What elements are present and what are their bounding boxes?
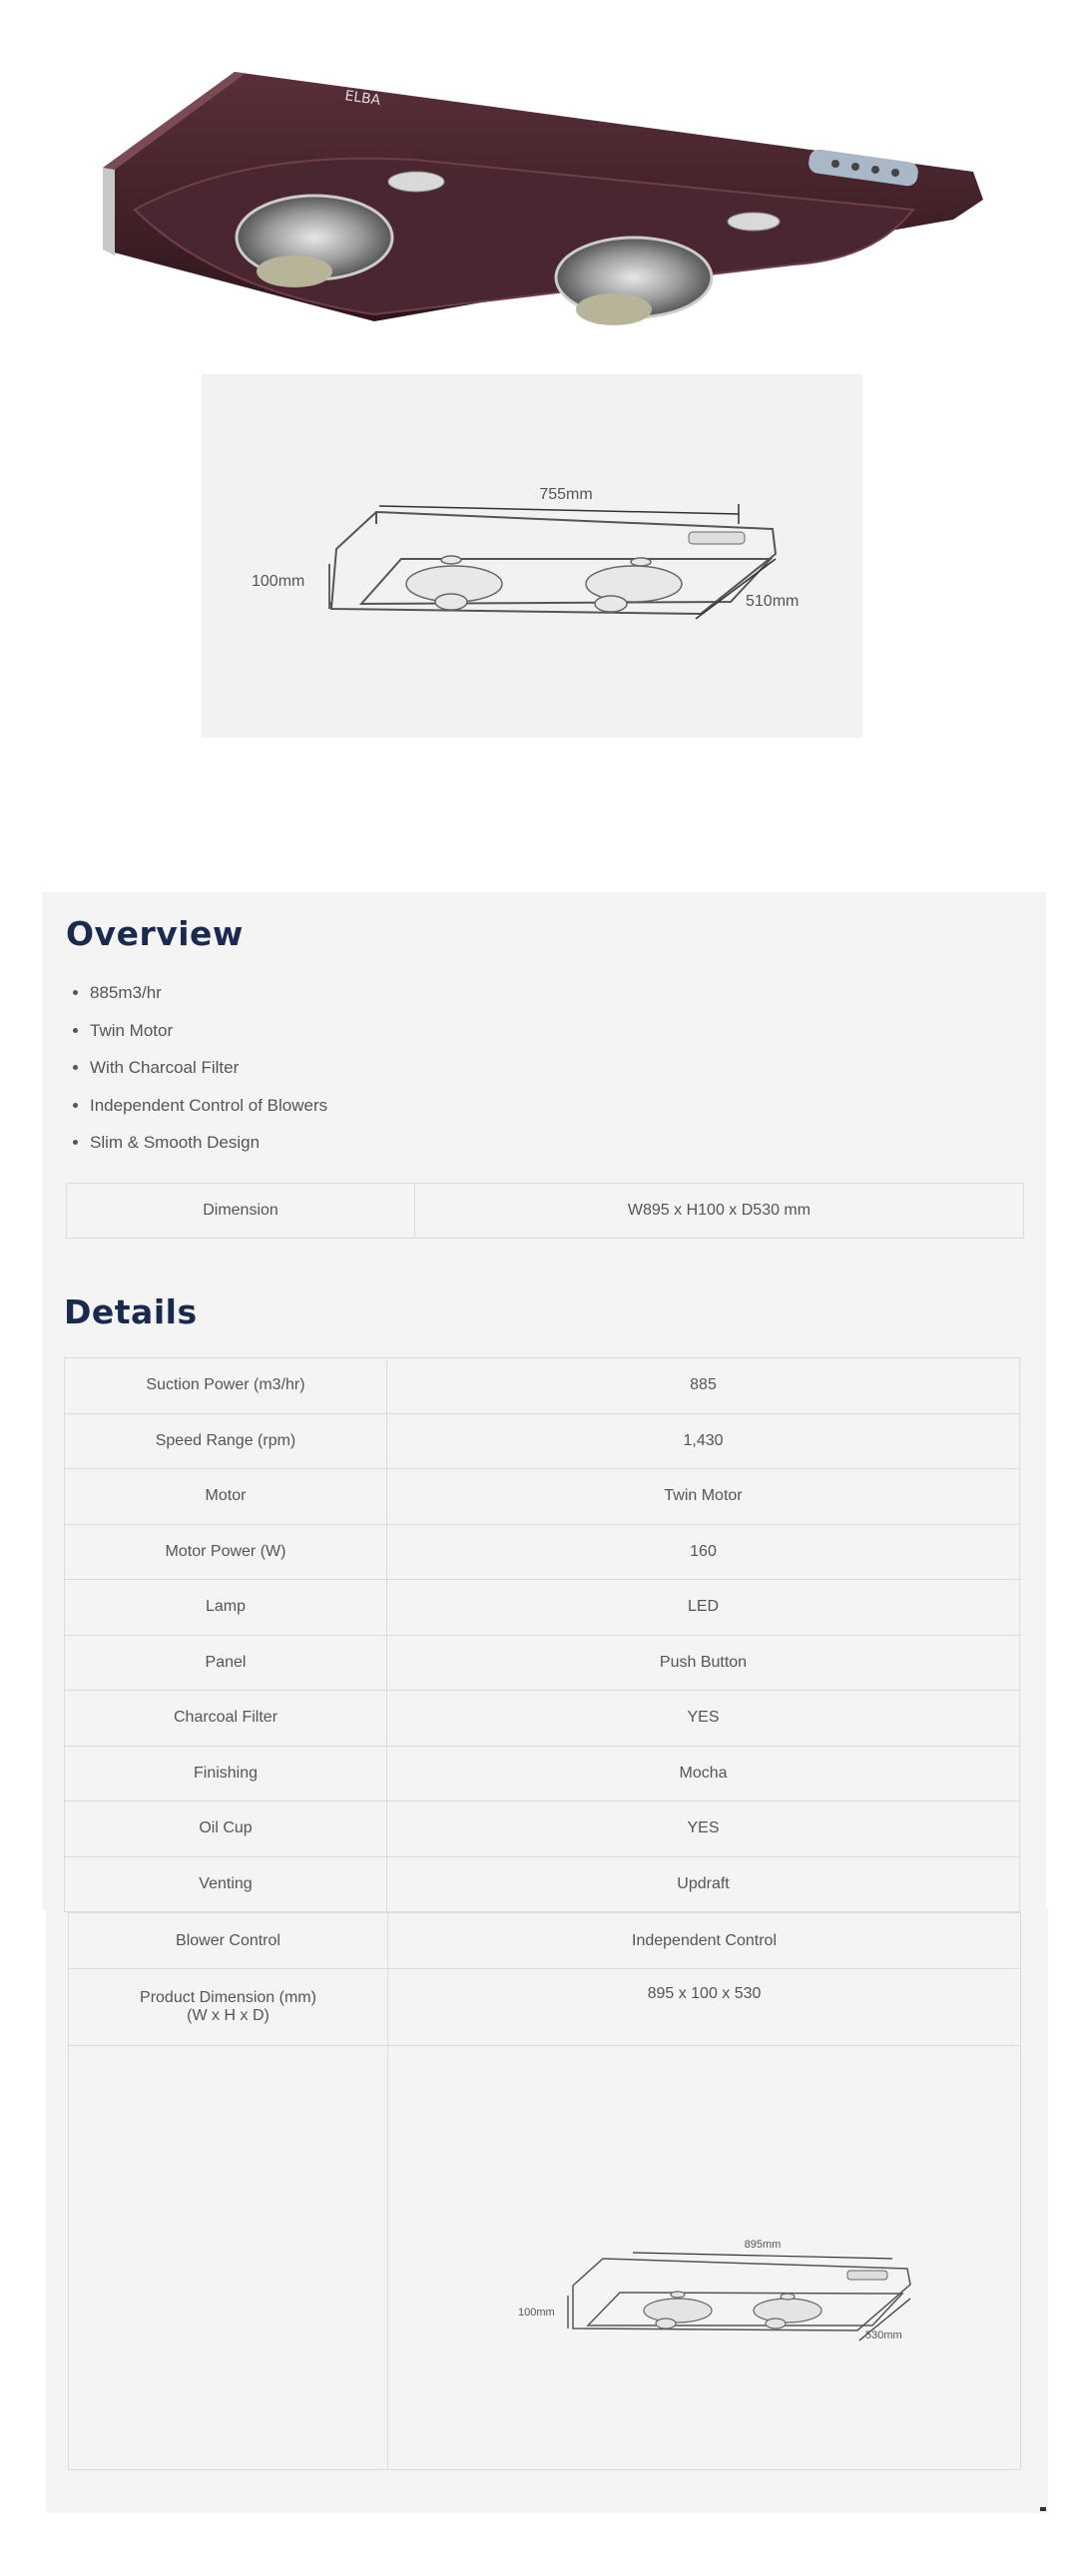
product-dimension-label-line2: (W x H x D) xyxy=(187,2007,270,2024)
dimension-diagram-bottom xyxy=(388,2046,1021,2470)
depth-dimension-label: 510mm xyxy=(746,593,800,610)
dimension-value: W895 x H100 x D530 mm xyxy=(415,1184,1024,1239)
spec-label: Venting xyxy=(65,1856,387,1912)
bottom-depth-dimension-label: 530mm xyxy=(865,2329,902,2341)
spec-label: Oil Cup xyxy=(65,1802,387,1857)
spec-label: Lamp xyxy=(65,1580,387,1636)
spec-label: Motor xyxy=(65,1469,387,1525)
table-row xyxy=(65,1856,1020,1912)
spec-value: 885 xyxy=(387,1358,1020,1414)
feature-item: • Independent Control of Blowers xyxy=(90,1087,327,1125)
width-dimension-label: 755mm xyxy=(539,486,593,503)
corner-mark xyxy=(1040,2507,1046,2511)
feature-item: • Twin Motor xyxy=(90,1012,327,1050)
spec-value: 160 xyxy=(387,1524,1020,1580)
table-row xyxy=(65,1524,1020,1580)
spec-label: Charcoal Filter xyxy=(65,1691,387,1747)
spec-value: Updraft xyxy=(387,1856,1020,1912)
feature-item: • With Charcoal Filter xyxy=(90,1049,327,1087)
table-row xyxy=(65,1358,1020,1414)
spec-value: Mocha xyxy=(387,1746,1020,1802)
details-table xyxy=(64,1357,1020,1912)
spec-value: Push Button xyxy=(387,1635,1020,1691)
bottom-width-dimension-label: 895mm xyxy=(744,2239,782,2251)
table-row xyxy=(69,1969,1021,2046)
feature-item: • 885m3/hr xyxy=(90,974,327,1012)
spec-label: Speed Range (rpm) xyxy=(65,1413,387,1469)
feature-list xyxy=(66,974,327,1162)
details-table-continued xyxy=(68,1912,1021,2470)
table-row xyxy=(65,1746,1020,1802)
spec-value: LED xyxy=(387,1580,1020,1636)
bottom-height-dimension-label: 100mm xyxy=(518,2307,555,2318)
table-row xyxy=(65,1691,1020,1747)
spec-label-empty xyxy=(69,2046,388,2470)
spec-label: Blower Control xyxy=(69,1913,388,1969)
product-photo xyxy=(95,60,993,344)
spec-value: 895 x 100 x 530 xyxy=(388,1969,1021,2046)
dimension-table xyxy=(66,1183,1024,1239)
table-row xyxy=(69,2046,1021,2470)
spec-value: Twin Motor xyxy=(387,1469,1020,1525)
spec-label: Motor Power (W) xyxy=(65,1524,387,1580)
dimension-diagram-top xyxy=(202,374,862,738)
spec-label: Suction Power (m3/hr) xyxy=(65,1358,387,1414)
height-dimension-label: 100mm xyxy=(252,573,305,590)
table-row xyxy=(65,1580,1020,1636)
table-row xyxy=(65,1413,1020,1469)
table-row xyxy=(67,1184,1024,1239)
spec-value: 1,430 xyxy=(387,1413,1020,1469)
feature-item: • Slim & Smooth Design xyxy=(90,1124,327,1162)
overview-title: Overview xyxy=(66,914,244,953)
table-row xyxy=(65,1469,1020,1525)
spec-value: YES xyxy=(387,1802,1020,1857)
spec-label: Finishing xyxy=(65,1746,387,1802)
table-row xyxy=(65,1802,1020,1857)
spec-label: Panel xyxy=(65,1635,387,1691)
table-row xyxy=(69,1913,1021,1969)
spec-label xyxy=(69,1969,388,2046)
spec-value: Independent Control xyxy=(388,1913,1021,1969)
svg-text:ELBA: ELBA xyxy=(343,88,382,109)
product-dimension-label-line1: Product Dimension (mm) xyxy=(140,1989,316,2006)
spec-value: YES xyxy=(387,1691,1020,1747)
dimension-label: Dimension xyxy=(67,1184,415,1239)
table-row xyxy=(65,1635,1020,1691)
details-title: Details xyxy=(64,1292,198,1331)
